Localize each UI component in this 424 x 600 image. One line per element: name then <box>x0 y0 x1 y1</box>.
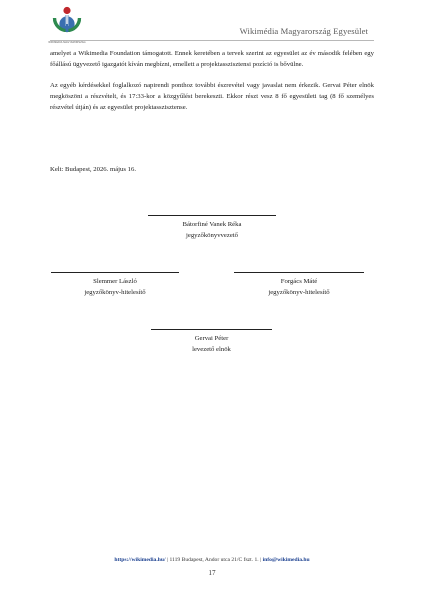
header-organization-name: Wikimédia Magyarország Egyesület <box>239 26 368 36</box>
signatory-name: Forgács Máté <box>280 278 318 285</box>
header-divider <box>50 40 374 41</box>
signature-line <box>51 272 179 273</box>
page-footer <box>0 557 424 563</box>
page-number: 17 <box>208 569 216 577</box>
signature-line <box>234 272 364 273</box>
signatory-role: jegyzőkönyv-hitelesítő <box>84 289 146 296</box>
signatory-name: Gervai Péter <box>194 335 229 342</box>
date-place-line: Kelt: Budapest, 2026. május 16. <box>50 166 137 173</box>
email-link[interactable]: info@wikimedia.hu <box>262 557 310 563</box>
signature-chair <box>151 329 272 355</box>
website-link[interactable]: https://wikimedia.hu/ <box>114 557 166 563</box>
document-body <box>50 49 374 114</box>
signatory-role: jegyzőkönyvvezető <box>186 232 238 239</box>
signature-line <box>151 329 272 330</box>
signature-minutes-keeper <box>148 215 276 241</box>
signature-authenticator-1 <box>51 272 179 298</box>
signatory-role: levezető elnök <box>192 346 231 353</box>
signature-line <box>148 215 276 216</box>
signatory-name: Slemmer László <box>93 278 137 285</box>
paragraph-foundation-support: amelyet a Wikimedia Foundation támogatott. Ennek keretében a tervek szerint az egyesület az év második felében egy főállású ügyvezető igazgatót kíván megbízni, emellett a projektasszisztensi pozíció is bővülne. <box>50 50 374 68</box>
signatory-name: Bátorfiné Vanek Réka <box>182 221 242 228</box>
signature-authenticator-2 <box>234 272 364 298</box>
footer-address: | 1119 Budapest, Andor utca 21/C fszt. 1. | <box>165 557 263 563</box>
signatory-role: jegyzőkönyv-hitelesítő <box>268 289 330 296</box>
logo-caption: WIKIMÉDIA MAGYARORSZÁG <box>48 41 86 44</box>
paragraph-closing-remarks: Az egyéb kérdésekkel foglalkozó napirendi ponthoz további észrevétel vagy javaslat nem érkezik. Gervai Péter elnök megköszöni a részvételt, és 17:33-kor a közgyűlést berekeszti. Ekkor részt vesz 8 fő egyesületi tag (8 fő személyes részvétel útján) és az egyesület projektasszisztense. <box>50 81 374 111</box>
